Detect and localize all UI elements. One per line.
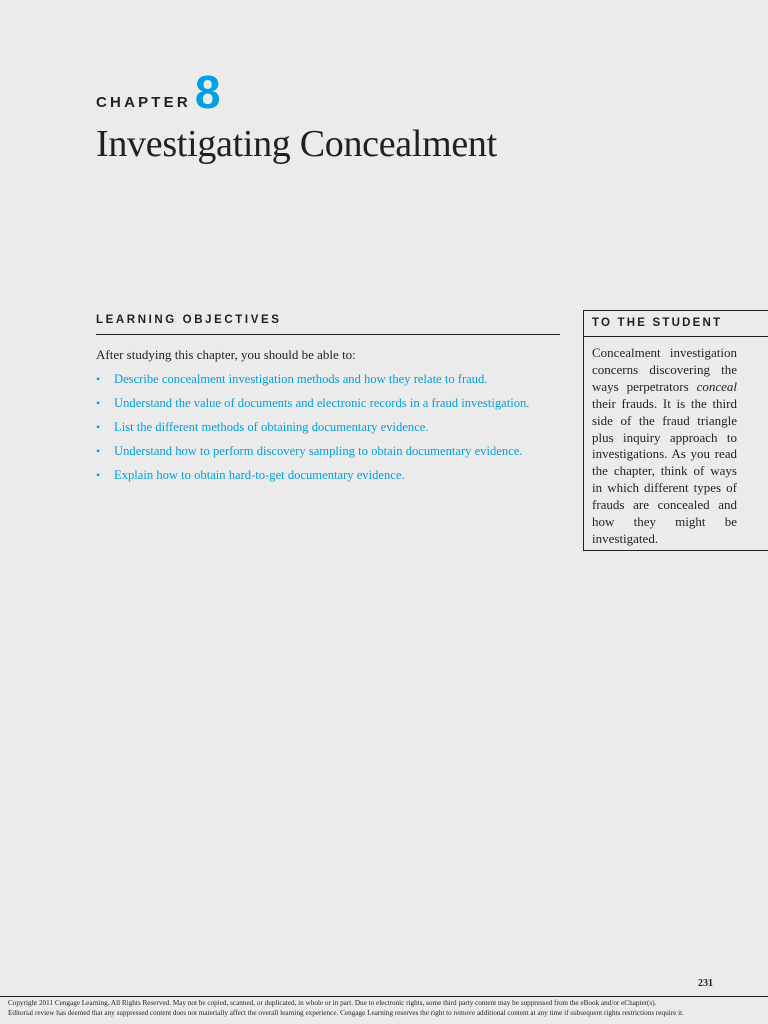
bullet-icon: • <box>96 420 101 434</box>
objective-text: List the different methods of obtaining documentary evidence. <box>114 420 429 434</box>
learning-objectives <box>96 314 560 491</box>
objective-text: Describe concealment investigation methods and how they relate to fraud. <box>114 372 488 386</box>
student-text-part: their frauds. It is the third side of the fraud triangle plus inquiry approach to investigations. As you read the chapter, think of ways in which different types of frauds are concealed and how they might be investigated. <box>592 395 737 546</box>
bullet-icon: • <box>96 372 101 386</box>
bullet-icon: • <box>96 468 101 482</box>
chapter-number: 8 <box>194 66 221 118</box>
objective-text: Understand the value of documents and electronic records in a fraud investigation. <box>114 396 530 410</box>
chapter-title: Investigating Concealment <box>96 123 497 165</box>
to-the-student-box <box>583 310 768 551</box>
objective-item <box>96 419 560 435</box>
to-the-student-heading: TO THE STUDENT <box>584 311 768 337</box>
copyright-line: Copyright 2011 Cengage Learning. All Rights Reserved. May not be copied, scanned, or duplicated, in whole or in part. Due to electronic rights, some third party content may be suppressed from the eBook and/or eChapter(s). <box>8 999 657 1007</box>
objective-text: Explain how to obtain hard-to-get documentary evidence. <box>114 468 405 482</box>
chapter-header <box>96 66 497 166</box>
student-text-part: Concealment investigation concerns discovering the ways perpetrators <box>592 345 737 394</box>
copyright-line: Editorial review has deemed that any suppressed content does not materially affect the overall learning experience. Cengage Learning reserves the right to remove additional content at any time if subsequent rights restrictions require it. <box>8 1008 684 1017</box>
page-number: 231 <box>698 978 713 989</box>
learning-objectives-list <box>96 371 560 483</box>
student-text-emphasis: conceal <box>696 378 737 394</box>
learning-objectives-heading: LEARNING OBJECTIVES <box>96 314 560 335</box>
bullet-icon: • <box>96 396 101 410</box>
chapter-label-row <box>96 66 497 118</box>
footer-divider <box>0 996 768 997</box>
objective-item <box>96 395 560 411</box>
copyright-notice <box>8 999 764 1018</box>
to-the-student-text <box>584 337 768 548</box>
objective-item <box>96 371 560 387</box>
learning-objectives-intro: After studying this chapter, you should be able to: <box>96 347 356 362</box>
objective-item <box>96 467 560 483</box>
bullet-icon: • <box>96 444 101 458</box>
objective-item <box>96 443 560 459</box>
chapter-label: CHAPTER <box>96 94 191 111</box>
objective-text: Understand how to perform discovery sampling to obtain documentary evidence. <box>114 444 523 458</box>
